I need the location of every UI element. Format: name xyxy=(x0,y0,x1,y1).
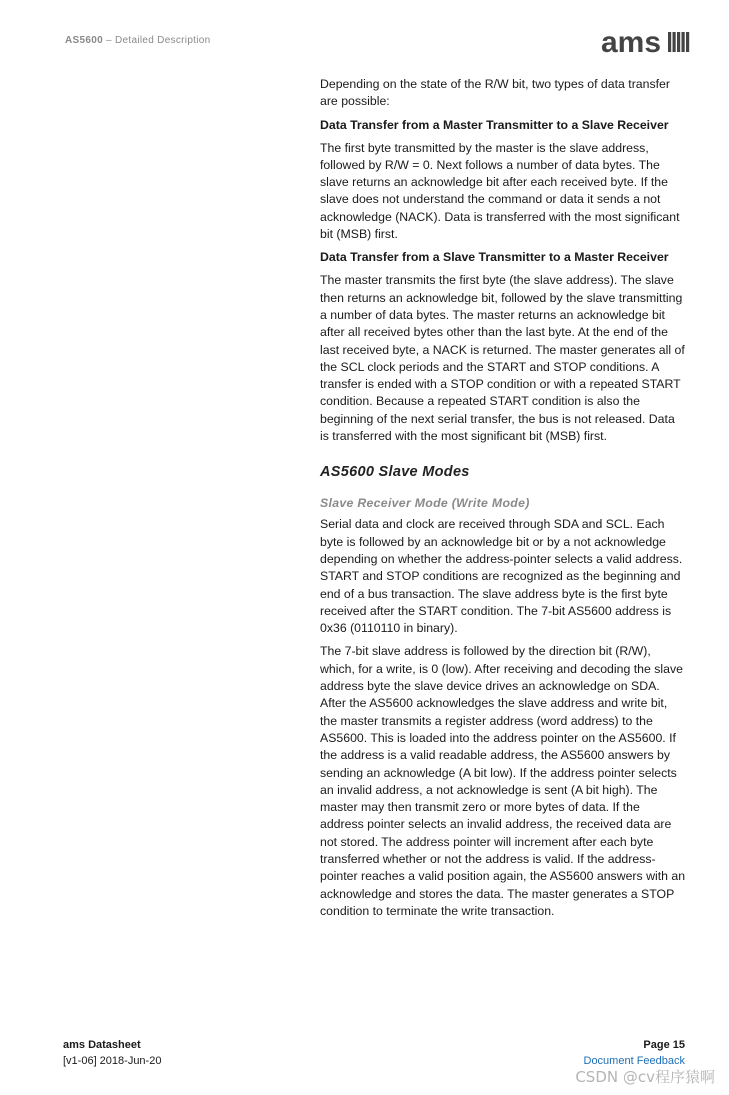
document-feedback-link[interactable]: Document Feedback xyxy=(583,1055,685,1067)
main-content xyxy=(320,76,686,926)
watermark: CSDN @cv程序猿啊 xyxy=(575,1068,715,1086)
heading-slave-transmitter: Data Transfer from a Slave Transmitter to a Master Receiver xyxy=(320,250,669,265)
heading-master-transmitter: Data Transfer from a Master Transmitter to a Slave Receiver xyxy=(320,117,669,132)
footer-version: [v1-06] 2018-Jun-20 xyxy=(63,1055,162,1067)
header-section: Detailed Description xyxy=(115,35,211,46)
logo-bars-icon xyxy=(668,32,689,52)
footer-left xyxy=(63,1037,161,1069)
page-number: Page 15 xyxy=(643,1039,685,1051)
page-header xyxy=(65,35,211,46)
header-separator: – xyxy=(106,35,112,46)
ams-logo xyxy=(601,28,693,56)
header-product: AS5600 xyxy=(65,35,103,46)
logo-text: ams xyxy=(601,28,662,56)
footer-right xyxy=(584,1037,686,1069)
paragraph-receiver-1: Serial data and clock are received through SDA and SCL. Each byte is followed by an acknowledge bit or by a not acknowledge depending on whether the address-pointer selects a valid address. START and STOP conditions are recognized as the beginning and end of a bus transaction. The slave address byte is the first byte received after the START condition. The 7-bit AS5600 address is 0x36 (0110110 in binary). xyxy=(320,517,683,636)
paragraph-master-transmitter: The first byte transmitted by the master is the slave address, followed by R/W = 0. Next follows a number of data bytes. The slave returns an acknowledge bit after each received byte. If the slave does not understand the command or data it sends a not acknowledge (NACK). Data is transferred with the most significant bit (MSB) first. xyxy=(320,140,680,242)
footer-doc-title: ams Datasheet xyxy=(63,1039,141,1051)
intro-paragraph: Depending on the state of the R/W bit, two types of data transfer are possible: xyxy=(320,77,670,109)
subsection-title: Slave Receiver Mode (Write Mode) xyxy=(320,496,530,511)
paragraph-slave-transmitter: The master transmits the first byte (the slave address). The slave then returns an acknowledge bit, followed by the slave transmitting a number of data bytes. The master returns an acknowledge bit after all received bytes other than the last byte. At the end of the last received byte, a NACK is returned. The master generates all of the SCL clock periods and the START and STOP conditions. A transfer is ended with a STOP condition or with a repeated START condition. Because a repeated START condition is also the beginning of the next serial transfer, the bus is not released. Data is transferred with the most significant bit (MSB) first. xyxy=(320,273,685,444)
section-title: AS5600 Slave Modes xyxy=(320,464,470,481)
paragraph-receiver-2: The 7-bit slave address is followed by the direction bit (R/W), which, for a write, is 0 (low). After receiving and decoding the slave address byte the slave device drives an acknowledge on SDA. After the AS5600 acknowledges the slave address and write bit, the master transmits a register address (word address) to the AS5600. This is loaded into the address pointer on the AS5600. If the address is a valid readable address, the AS5600 answers by sending an acknowledge (A bit low). If the address pointer selects an invalid address, a not acknowledge is sent (A bit high). The master may then transmit zero or more bytes of data. If the address pointer selects an invalid address, the received data are not stored. The address pointer will increment after each byte transferred whether or not the address is valid. If the address-pointer reaches a valid position again, the AS5600 answers with an acknowledge and stores the data. The master generates a STOP condition to terminate the write transaction. xyxy=(320,644,686,918)
